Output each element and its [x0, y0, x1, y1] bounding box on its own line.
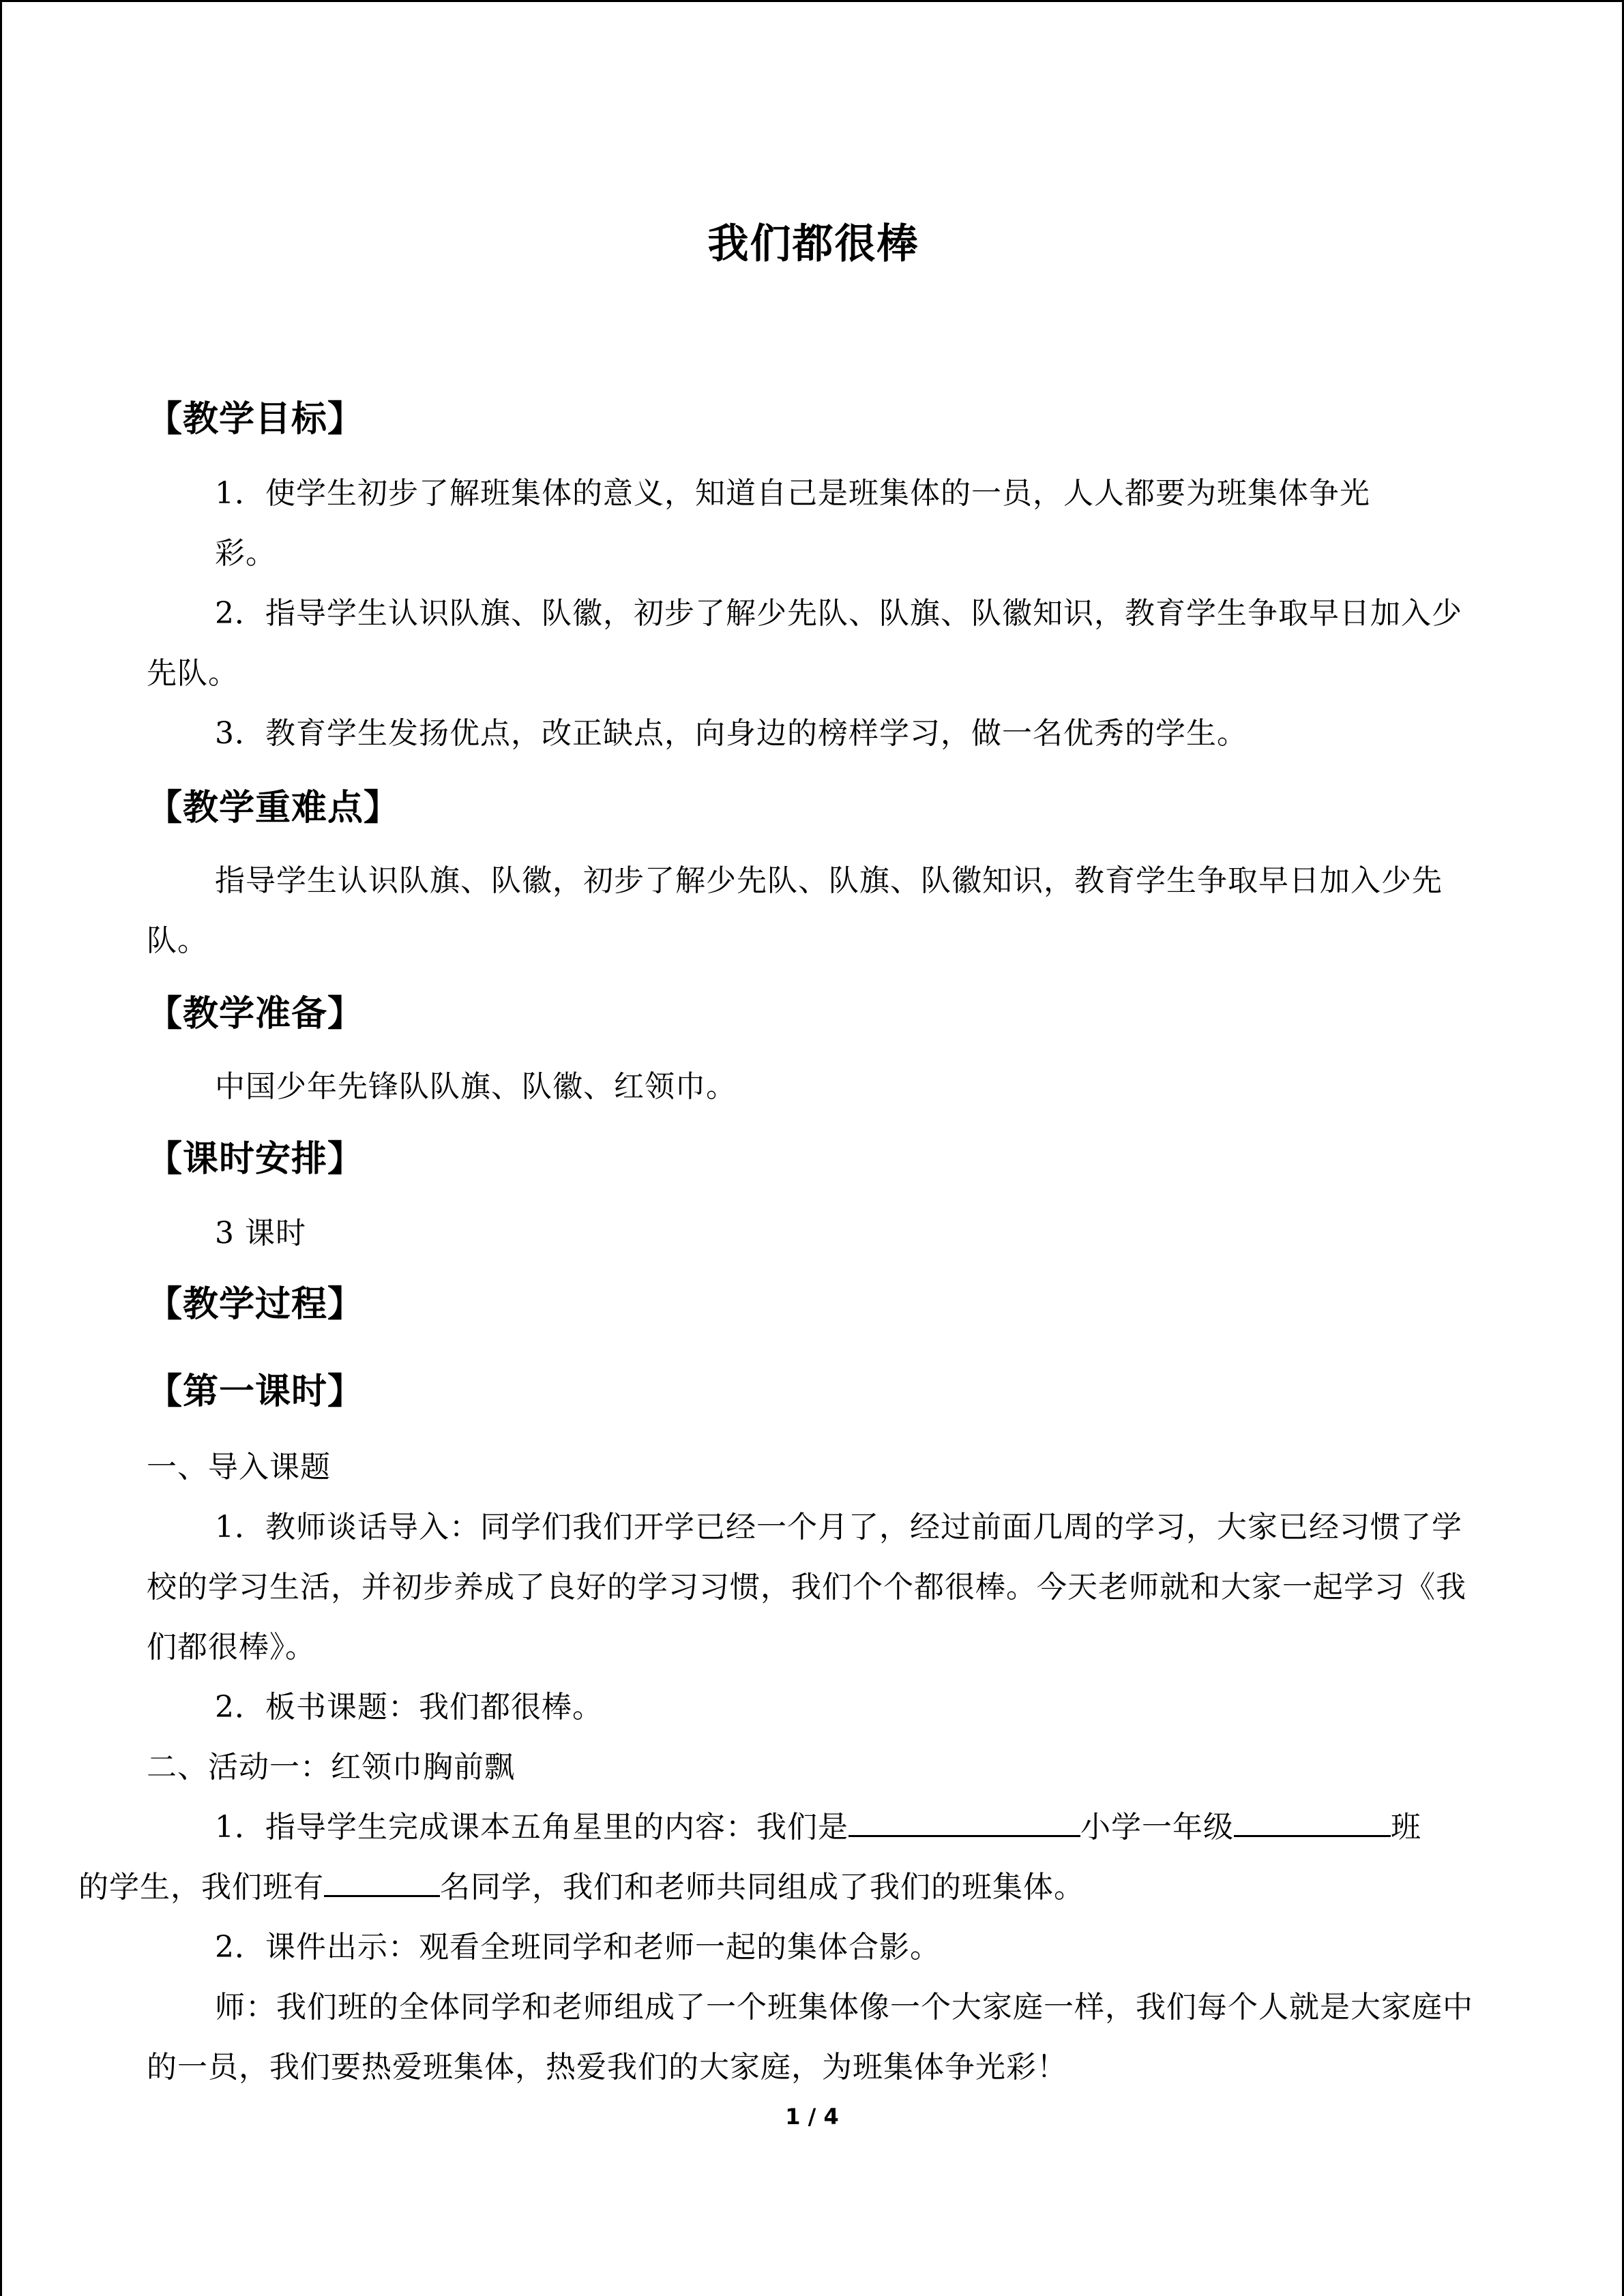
heading-key-points: 【教学重难点】	[147, 788, 400, 829]
fill-text-e: 名同学，我们和老师共同组成了我们的班集体。	[440, 1870, 1084, 1905]
section2-teacher: 师：我们班的全体同学和老师组成了一个班集体像一个大家庭一样，我们每个人就是大家庭中的一员，我们要热爱班集体，热爱我们的大家庭，为班集体争光彩！	[147, 1990, 1473, 2085]
fill-text-b: 小学一年级	[1080, 1810, 1234, 1845]
section1-item2: 2．板书课题：我们都很棒。	[215, 1690, 603, 1725]
heading-process: 【教学过程】	[147, 1284, 364, 1325]
blank-school[interactable]	[848, 1808, 1080, 1837]
section2-item1	[78, 1798, 1480, 1918]
page-number: 1 / 4	[785, 2104, 839, 2130]
goal-item-2: 2．指导学生认识队旗、队徽，初步了解少先队、队旗、队徽知识，教育学生争取早日加入少先队。	[147, 596, 1462, 691]
heading-preparation: 【教学准备】	[147, 994, 364, 1034]
goal-item-3: 3．教育学生发扬优点，改正缺点，向身边的榜样学习，做一名优秀的学生。	[215, 716, 1247, 751]
fill-text-d: 的学生，我们班有	[78, 1870, 324, 1905]
goal-item-1-cont: 彩。	[215, 536, 276, 571]
preparation-text: 中国少年先锋队队旗、队徽、红领巾。	[215, 1069, 737, 1104]
section1-item1: 1．教师谈话导入：同学们我们开学已经一个月了，经过前面几周的学习，大家已经习惯了学校的学习生活，并初步养成了良好的学习习惯，我们个个都很棒。今天老师就和大家一起学习《我们都很棒》。	[147, 1510, 1466, 1665]
fill-text-a: 1．指导学生完成课本五角星里的内容：我们是	[215, 1810, 848, 1845]
document-title: 我们都很棒	[707, 220, 919, 268]
heading-schedule: 【课时安排】	[147, 1139, 364, 1180]
blank-class[interactable]	[1234, 1808, 1391, 1837]
blank-count[interactable]	[324, 1868, 440, 1897]
schedule-text: 3 课时	[215, 1216, 306, 1251]
goal-item-1: 1．使学生初步了解班集体的意义，知道自己是班集体的一员，人人都要为班集体争光	[215, 476, 1370, 511]
key-points-text: 指导学生认识队旗、队徽，初步了解少先队、队旗、队徽知识，教育学生争取早日加入少先队。	[147, 863, 1443, 958]
heading-lesson1: 【第一课时】	[147, 1371, 364, 1412]
heading-goals: 【教学目标】	[147, 399, 364, 440]
section1-title: 一、导入课题	[147, 1450, 331, 1485]
fill-text-c: 班	[1391, 1810, 1421, 1845]
section2-item2: 2．课件出示：观看全班同学和老师一起的集体合影。	[215, 1930, 941, 1965]
section2-title: 二、活动一：红领巾胸前飘	[147, 1750, 515, 1785]
